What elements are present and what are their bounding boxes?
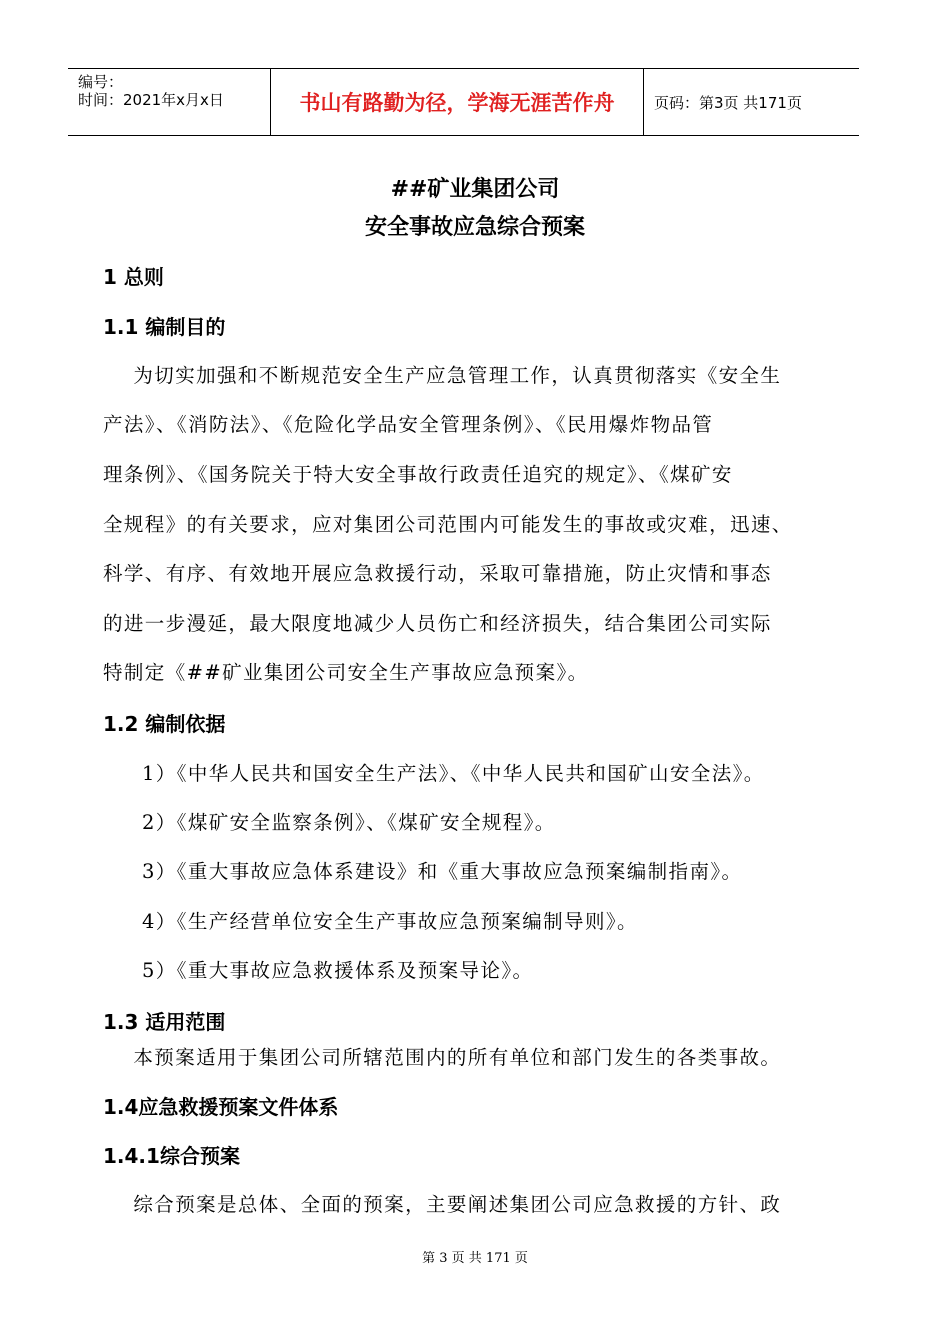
header-motto: 书山有路勤为径，学海无涯苦作舟 (270, 69, 644, 135)
header-meta (68, 69, 270, 135)
paragraph-line: 全规程》的有关要求，应对集团公司范围内可能发生的事故或灾难，迅速、 (103, 513, 793, 536)
section-1-2-heading: 1.2 编制依据 (103, 712, 226, 736)
section-1-1-heading: 1.1 编制目的 (103, 315, 226, 339)
paragraph-line: 的进一步漫延，最大限度地减少人员伤亡和经济损失，结合集团公司实际 (103, 612, 772, 635)
document-title-line2: 安全事故应急综合预案 (364, 215, 585, 240)
page-footer: 第 3 页 共 171 页 (422, 1251, 528, 1266)
header-page-code: 页码：第3页 共171页 (654, 93, 802, 112)
list-item: 2）《煤矿安全监察条例》、《煤矿安全规程》。 (142, 811, 556, 834)
time-label: 时间：2021年x月x日 (78, 91, 224, 109)
section-1-3-heading: 1.3 适用范围 (103, 1010, 226, 1034)
paragraph-line: 综合预案是总体、全面的预案，主要阐述集团公司应急救援的方针、政 (103, 1193, 782, 1216)
paragraph-line: 理条例》、《国务院关于特大安全事故行政责任追究的规定》、《煤矿安 (103, 463, 733, 486)
paragraph-line: 科学、有序、有效地开展应急救援行动，采取可靠措施，防止灾情和事态 (103, 562, 772, 585)
section-1-4-1-heading: 1.4.1综合预案 (103, 1144, 240, 1168)
page-header (68, 68, 859, 136)
list-item: 4）《生产经营单位安全生产事故应急预案编制导则》。 (142, 910, 638, 933)
list-item: 3）《重大事故应急体系建设》和《重大事故应急预案编制指南》。 (142, 860, 743, 883)
section-1-heading: 1 总则 (103, 265, 164, 289)
paragraph-line: 为切实加强和不断规范安全生产应急管理工作，认真贯彻落实《安全生 (103, 364, 782, 387)
number-label: 编号： (78, 73, 124, 91)
list-item: 5）《重大事故应急救援体系及预案导论》。 (142, 959, 534, 982)
paragraph-line: 特制定《##矿业集团公司安全生产事故应急预案》。 (103, 661, 589, 684)
list-item: 1）《中华人民共和国安全生产法》、《中华人民共和国矿山安全法》。 (142, 762, 765, 785)
paragraph-line: 产法》、《消防法》、《危险化学品安全管理条例》、《民用爆炸物品管 (103, 413, 714, 436)
document-title-line1: ##矿业集团公司 (390, 177, 560, 202)
paragraph-line: 本预案适用于集团公司所辖范围内的所有单位和部门发生的各类事故。 (103, 1046, 782, 1069)
section-1-4-heading: 1.4应急救援预案文件体系 (103, 1095, 339, 1119)
